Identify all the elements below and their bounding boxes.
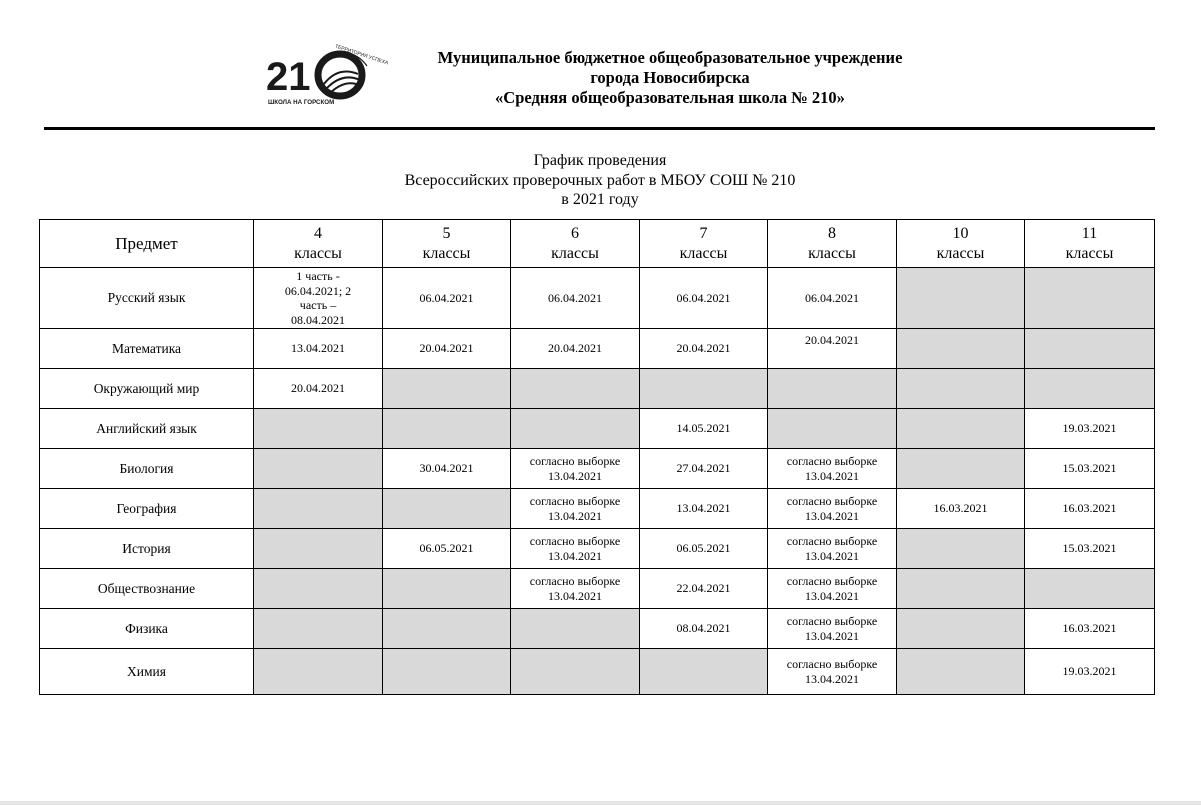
table-row: [40, 449, 1155, 489]
date-cell-grade-7: 08.04.2021: [640, 609, 768, 649]
empty-cell-grade-11: [1025, 329, 1155, 369]
date-cell-grade-4: 13.04.2021: [254, 329, 383, 369]
date-cell-grade-8: согласно выборке 13.04.2021: [768, 489, 897, 529]
subject-cell: Химия: [40, 649, 254, 695]
table-row: [40, 529, 1155, 569]
table-row: [40, 329, 1155, 369]
date-cell-grade-8: согласно выборке 13.04.2021: [768, 649, 897, 695]
date-cell-grade-5: 06.05.2021: [383, 529, 511, 569]
table-row: [40, 369, 1155, 409]
date-cell-grade-10: 16.03.2021: [897, 489, 1025, 529]
empty-cell-grade-4: [254, 569, 383, 609]
empty-cell-grade-4: [254, 529, 383, 569]
header-line-1: Муниципальное бюджетное общеобразовательное учреждение: [437, 48, 903, 67]
empty-cell-grade-7: [640, 369, 768, 409]
date-cell-grade-4: 1 часть - 06.04.2021; 2 часть – 08.04.2021: [254, 268, 383, 329]
table-row: [40, 409, 1155, 449]
logo-arc-text: ТЕРРИТОРИЯ УСПЕХА: [334, 43, 389, 67]
empty-cell-grade-10: [897, 529, 1025, 569]
empty-cell-grade-6: [511, 409, 640, 449]
date-cell-grade-8: согласно выборке 13.04.2021: [768, 609, 897, 649]
grade-4-header: 4 классы: [254, 220, 383, 268]
subject-cell: Математика: [40, 329, 254, 369]
empty-cell-grade-10: [897, 609, 1025, 649]
header-line-2: города Новосибирска: [590, 68, 750, 87]
grade-11-header: 11 классы: [1025, 220, 1155, 268]
date-cell-grade-7: 22.04.2021: [640, 569, 768, 609]
header-divider: [44, 127, 1155, 130]
date-cell-grade-11: 15.03.2021: [1025, 529, 1155, 569]
empty-cell-grade-6: [511, 609, 640, 649]
date-cell-grade-8: согласно выборке 13.04.2021: [768, 569, 897, 609]
empty-cell-grade-4: [254, 609, 383, 649]
date-cell-grade-5: 30.04.2021: [383, 449, 511, 489]
table-row: [40, 569, 1155, 609]
title-line-1: График проведения: [533, 152, 667, 169]
date-cell-grade-5: 06.04.2021: [383, 268, 511, 329]
empty-cell-grade-10: [897, 449, 1025, 489]
subject-cell: Обществознание: [40, 569, 254, 609]
empty-cell-grade-5: [383, 569, 511, 609]
title-line-3: в 2021 году: [561, 191, 639, 208]
empty-cell-grade-8: [768, 369, 897, 409]
subject-cell: Английский язык: [40, 409, 254, 449]
empty-cell-grade-10: [897, 329, 1025, 369]
empty-cell-grade-10: [897, 569, 1025, 609]
date-cell-grade-6: согласно выборке 13.04.2021: [511, 529, 640, 569]
empty-cell-grade-11: [1025, 268, 1155, 329]
grade-10-header: 10 классы: [897, 220, 1025, 268]
logo-number: 21: [266, 55, 311, 99]
empty-cell-grade-11: [1025, 369, 1155, 409]
date-cell-grade-7: 14.05.2021: [640, 409, 768, 449]
date-cell-grade-6: согласно выборке 13.04.2021: [511, 489, 640, 529]
empty-cell-grade-4: [254, 449, 383, 489]
logo-caption: ШКОЛА НА ГОРСКОМ: [268, 99, 335, 106]
grade-8-header: 8 классы: [768, 220, 897, 268]
empty-cell-grade-6: [511, 369, 640, 409]
empty-cell-grade-5: [383, 489, 511, 529]
subject-cell: Окружающий мир: [40, 369, 254, 409]
subject-cell: История: [40, 529, 254, 569]
subject-cell: География: [40, 489, 254, 529]
empty-cell-grade-4: [254, 409, 383, 449]
empty-cell-grade-11: [1025, 569, 1155, 609]
date-cell-grade-7: 13.04.2021: [640, 489, 768, 529]
date-cell-grade-8: согласно выборке 13.04.2021: [768, 449, 897, 489]
date-cell-grade-5: 20.04.2021: [383, 329, 511, 369]
date-cell-grade-7: 27.04.2021: [640, 449, 768, 489]
date-cell-grade-7: 06.04.2021: [640, 268, 768, 329]
schedule-table: [39, 219, 1155, 695]
empty-cell-grade-10: [897, 649, 1025, 695]
empty-cell-grade-5: [383, 649, 511, 695]
date-cell-grade-6: согласно выборке 13.04.2021: [511, 569, 640, 609]
header-line-3: «Средняя общеобразовательная школа № 210»: [495, 88, 845, 107]
date-cell-grade-8: 20.04.2021: [768, 329, 897, 369]
grade-5-header: 5 классы: [383, 220, 511, 268]
date-cell-grade-11: 19.03.2021: [1025, 649, 1155, 695]
page-edge: [0, 801, 1201, 805]
subject-column-header: Предмет: [40, 220, 254, 268]
empty-cell-grade-4: [254, 489, 383, 529]
subject-cell: Физика: [40, 609, 254, 649]
empty-cell-grade-5: [383, 609, 511, 649]
date-cell-grade-6: согласно выборке 13.04.2021: [511, 449, 640, 489]
empty-cell-grade-4: [254, 649, 383, 695]
table-row: [40, 489, 1155, 529]
date-cell-grade-7: 20.04.2021: [640, 329, 768, 369]
date-cell-grade-11: 19.03.2021: [1025, 409, 1155, 449]
empty-cell-grade-7: [640, 649, 768, 695]
table-row: [40, 649, 1155, 695]
title-line-2: Всероссийских проверочных работ в МБОУ СОШ № 210: [404, 171, 796, 189]
empty-cell-grade-5: [383, 369, 511, 409]
date-cell-grade-11: 16.03.2021: [1025, 609, 1155, 649]
header-row: [40, 220, 1155, 268]
empty-cell-grade-6: [511, 649, 640, 695]
date-cell-grade-8: 06.04.2021: [768, 268, 897, 329]
empty-cell-grade-5: [383, 409, 511, 449]
subject-cell: Биология: [40, 449, 254, 489]
date-cell-grade-11: 15.03.2021: [1025, 449, 1155, 489]
grade-6-header: 6 классы: [511, 220, 640, 268]
empty-cell-grade-8: [768, 409, 897, 449]
date-cell-grade-8: согласно выборке 13.04.2021: [768, 529, 897, 569]
school-logo: [264, 43, 389, 110]
grade-7-header: 7 классы: [640, 220, 768, 268]
subject-cell: Русский язык: [40, 268, 254, 329]
empty-cell-grade-10: [897, 409, 1025, 449]
school-header: [390, 48, 950, 108]
table-row: [40, 609, 1155, 649]
date-cell-grade-7: 06.05.2021: [640, 529, 768, 569]
empty-cell-grade-10: [897, 268, 1025, 329]
table-row: [40, 268, 1155, 329]
date-cell-grade-6: 20.04.2021: [511, 329, 640, 369]
date-cell-grade-4: 20.04.2021: [254, 369, 383, 409]
date-cell-grade-6: 06.04.2021: [511, 268, 640, 329]
date-cell-grade-11: 16.03.2021: [1025, 489, 1155, 529]
document-title: [300, 151, 900, 210]
empty-cell-grade-10: [897, 369, 1025, 409]
